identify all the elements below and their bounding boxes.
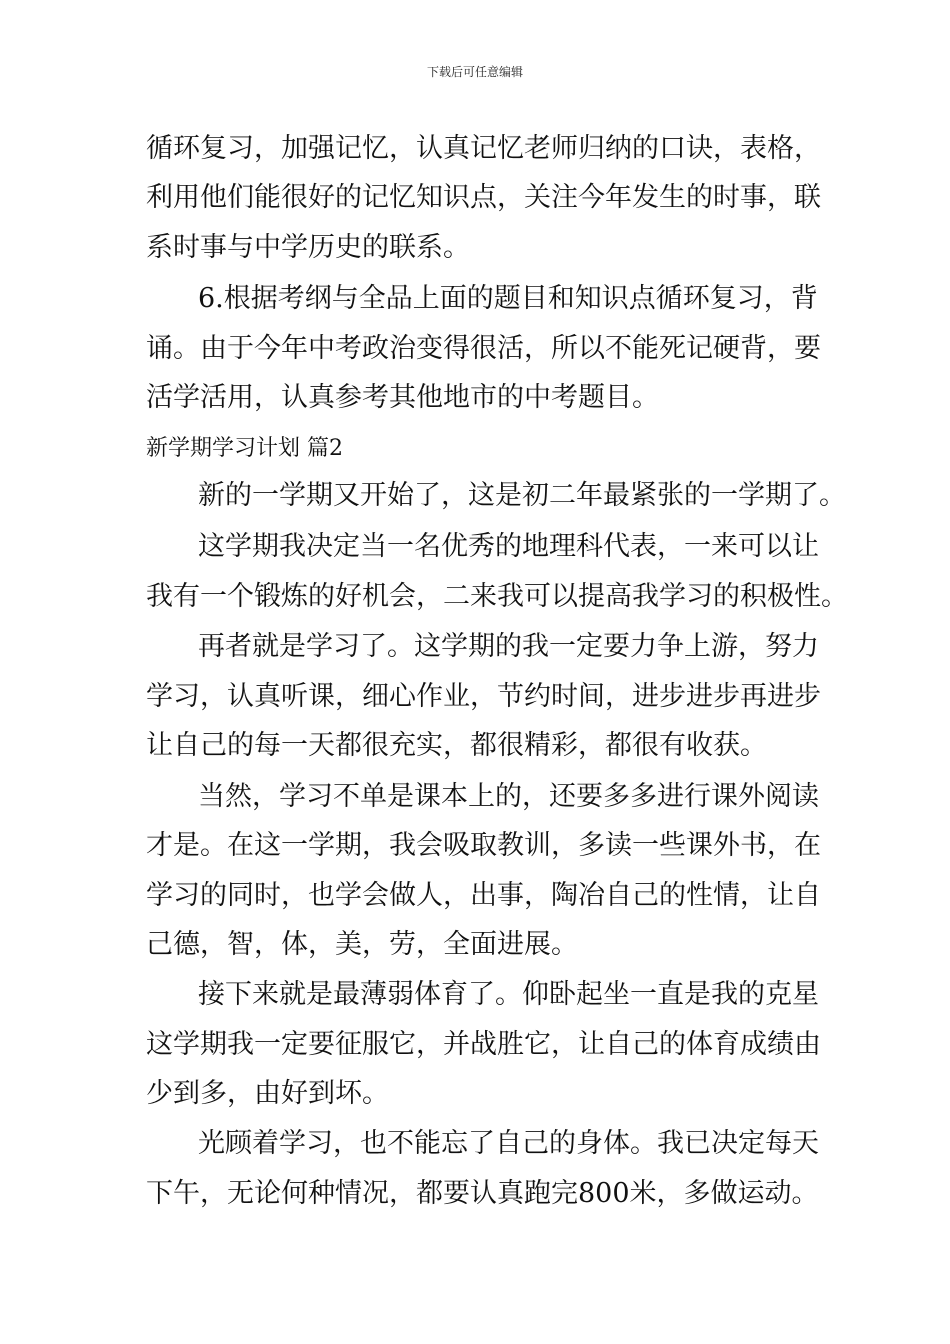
text-line: 下午，无论何种情况，都要认真跑完800米，多做运动。 (146, 1178, 819, 1209)
text-line: 己德，智，体，美，劳，全面进展。 (146, 929, 578, 960)
text-line: 诵。由于今年中考政治变得很活，所以不能死记硬背，要 (146, 333, 821, 364)
text-line: 这学期我决定当一名优秀的地理科代表，一来可以让 (198, 531, 819, 562)
text-line: 利用他们能很好的记忆知识点，关注今年发生的时事，联 (146, 182, 821, 213)
text-line: 学习的同时，也学会做人，出事，陶冶自己的性情，让自 (146, 880, 821, 911)
page-header: 下载后可任意编辑 (426, 65, 523, 79)
text-line: 让自己的每一天都很充实，都很精彩，都很有收获。 (146, 730, 767, 761)
text-line: 我有一个锻炼的好机会，二来我可以提高我学习的积极性。 (146, 581, 848, 612)
text-line: 新的一学期又开始了，这是初二年最紧张的一学期了。 (198, 480, 846, 511)
text-line: 学习，认真听课，细心作业，节约时间，进步进步再进步 (146, 681, 821, 712)
text-line: 才是。在这一学期，我会吸取教训，多读一些课外书，在 (146, 830, 821, 861)
text-line: 这学期我一定要征服它，并战胜它，让自己的体育成绩由 (146, 1029, 821, 1060)
text-line: 光顾着学习，也不能忘了自己的身体。我已决定每天 (198, 1128, 819, 1159)
text-line: 系时事与中学历史的联系。 (146, 232, 470, 263)
text-line: 再者就是学习了。这学期的我一定要力争上游，努力 (198, 631, 819, 662)
text-line: 活学活用，认真参考其他地市的中考题目。 (146, 382, 659, 413)
text-line: 6.根据考纲与全品上面的题目和知识点循环复习，背 (198, 283, 818, 314)
text-line: 接下来就是最薄弱体育了。仰卧起坐一直是我的克星 (198, 979, 819, 1010)
text-line: 当然，学习不单是课本上的，还要多多进行课外阅读 (198, 781, 819, 812)
text-line: 循环复习，加强记忆，认真记忆老师归纳的口诀，表格， (146, 133, 821, 164)
text-line: 少到多，由好到坏。 (146, 1078, 389, 1109)
section-title: 新学期学习计划 篇2 (146, 436, 343, 461)
